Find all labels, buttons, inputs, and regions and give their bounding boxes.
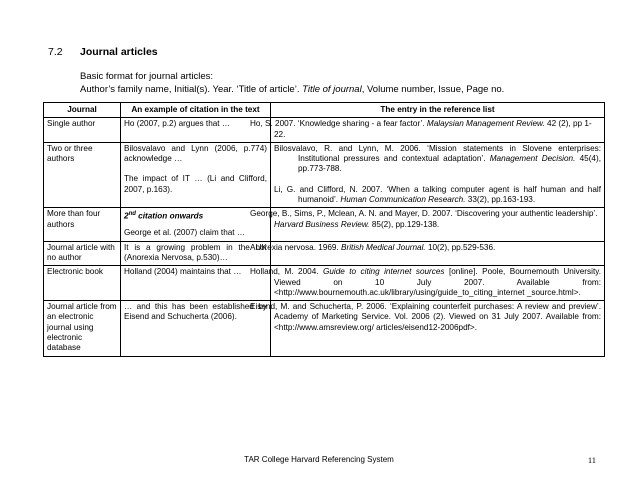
reference-entry: Li, G. and Clifford, N. 2007. ‘When a talking computer agent is half human and half humanoid’. Human Communication Research. 33(2), pp.163-193. xyxy=(274,184,601,205)
journal-cell: Electronic book xyxy=(44,266,121,301)
reference-cell: Anorexia nervosa. 1969. British Medical Journal. 10(2), pp.529-536. xyxy=(271,241,605,266)
table-row xyxy=(44,118,605,143)
section-title: Journal articles xyxy=(80,46,158,58)
section-number: 7.2 xyxy=(48,46,63,58)
reference-cell: Holland, M. 2004. Guide to citing internet sources [online]. Poole, Bournemouth University. Viewed on 10 July 2007. Available from: <http://www.bournemouth.ac.uk/library/using/guide_to_citing_internet _source.html>. xyxy=(271,266,605,301)
citation-text: Bilosvalavo and Lynn (2006, p.774) acknowledge … xyxy=(124,143,267,164)
citation-text: The impact of IT … (Li and Clifford, 2007, p.163). xyxy=(124,174,267,194)
journal-cell: Journal article from an electronic journal using electronic database xyxy=(44,301,121,356)
citation-cell xyxy=(121,208,271,241)
table-row xyxy=(44,241,605,266)
reference-cell: Ho, S. 2007. ‘Knowledge sharing - a fear factor’. Malaysian Management Review. 42 (2), pp 1-22. xyxy=(271,118,605,143)
citation-cell: It is a growing problem in the UK (Anorexia Nervosa, p.530)… xyxy=(121,241,271,266)
page-number: 11 xyxy=(587,455,596,465)
footer-text: TAR College Harvard Referencing System xyxy=(244,455,394,464)
reference-cell: Eisend, M. and Schucherta, P. 2006. ‘Explaining counterfeit purchases: A review and preview’. Academy of Marketing Service. Vol. 2006 (2). Viewed on 31 July 2007. Available from: <http://www.amsreview.org/ articles/eisend12-2006pdf>. xyxy=(271,301,605,356)
header-journal: Journal xyxy=(44,103,121,118)
table-row xyxy=(44,266,605,301)
reference-table xyxy=(43,102,605,357)
reference-entry: Bilosvalavo, R. and Lynn, M. 2006. ‘Mission statements in Slovene enterprises: Institutional pressures and contextual adaptation’. Management Decision. 45(4), pp.773-788. xyxy=(274,143,601,174)
citation-cell xyxy=(121,142,271,207)
citation-heading: 2nd citation onwards xyxy=(124,211,204,222)
citation-cell: Ho (2007, p.2) argues that … xyxy=(121,118,271,143)
citation-text: George et al. (2007) claim that … xyxy=(124,228,246,238)
reference-cell xyxy=(271,142,605,207)
table-header-row xyxy=(44,103,605,118)
header-citation: An example of citation in the text xyxy=(121,103,271,118)
format-intro: Basic format for journal articles: xyxy=(80,71,214,82)
table-row xyxy=(44,208,605,241)
format-line: Author’s family name, Initial(s). Year. ‘Title of article’. Title of journal, Volume number, Issue, Page no. xyxy=(80,84,505,95)
citation-cell: … and this has been established by Eisend and Schucherta (2006). xyxy=(121,301,271,356)
citation-cell: Holland (2004) maintains that … xyxy=(121,266,271,301)
journal-cell: Two or three authors xyxy=(44,142,121,207)
table-row xyxy=(44,142,605,207)
journal-cell: Single author xyxy=(44,118,121,143)
reference-cell: George, B., Sims, P., Mclean, A. N. and Mayer, D. 2007. ‘Discovering your authentic leadership’. Harvard Business Review. 85(2), pp.129-138. xyxy=(271,208,605,241)
header-reference: The entry in the reference list xyxy=(271,103,605,118)
journal-cell: More than four authors xyxy=(44,208,121,241)
journal-cell: Journal article with no author xyxy=(44,241,121,266)
table-row xyxy=(44,301,605,356)
